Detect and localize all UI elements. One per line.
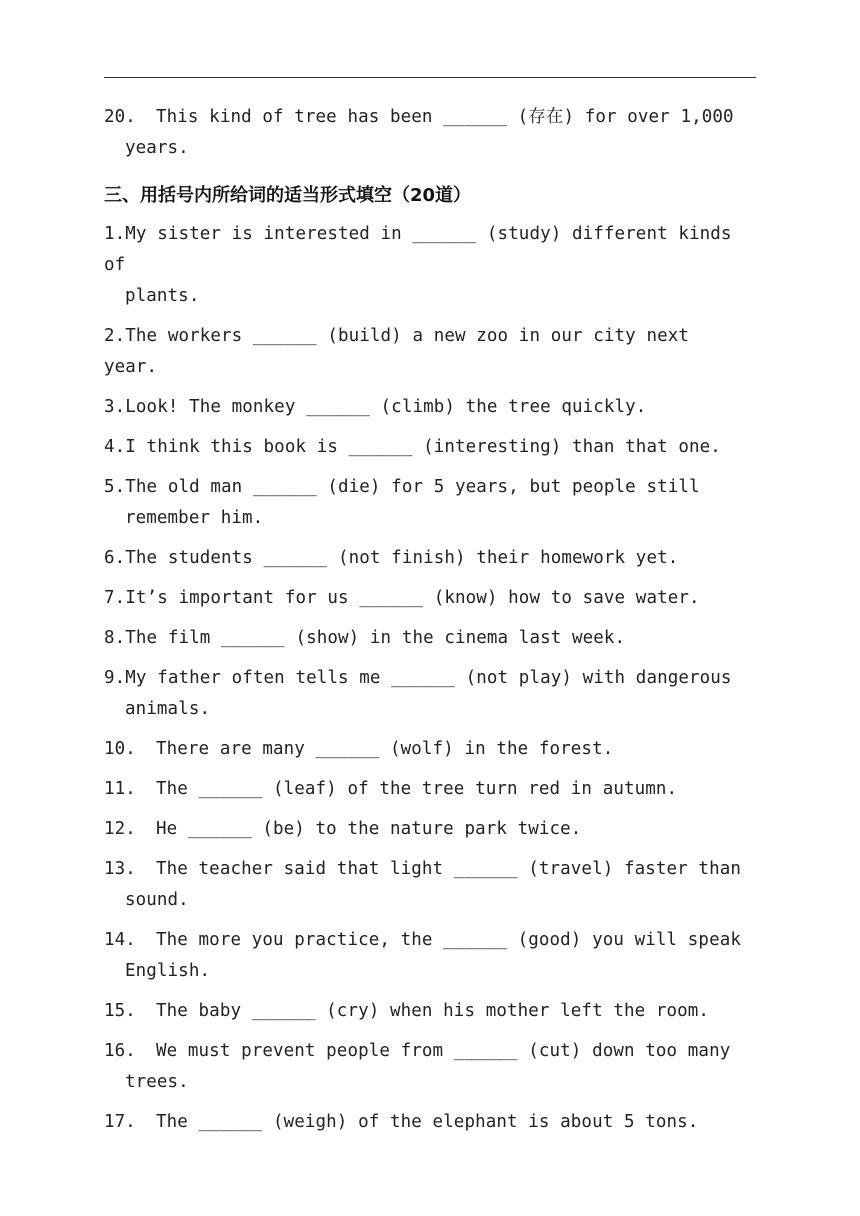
exercise-item <box>104 1036 744 1098</box>
exercise-item <box>104 583 744 614</box>
exercise-list <box>104 219 744 1138</box>
exercise-item <box>104 219 744 312</box>
item-number: 1. <box>104 224 126 244</box>
item-number: 4. <box>104 437 126 457</box>
exercise-item <box>104 774 744 805</box>
item-number: 10. <box>104 739 136 759</box>
item-text: There are many ______ (wolf) in the forest. <box>156 739 614 759</box>
exercise-item <box>104 734 744 765</box>
item-number: 3. <box>104 397 126 417</box>
item-text: The ______ (leaf) of the tree turn red in autumn. <box>156 779 678 799</box>
item-number: 6. <box>104 548 126 568</box>
item-text: It’s important for us ______ (know) how to save water. <box>125 588 700 608</box>
item-text-continued: plants. <box>125 286 200 306</box>
item-text-continued: animals. <box>125 699 211 719</box>
item-text: This kind of tree has been ______ (存在) for over 1,000 <box>156 107 734 127</box>
section-heading: 三、用括号内所给词的适当形式填空（20道） <box>104 185 472 206</box>
item-text: The students ______ (not finish) their homework yet. <box>125 548 679 568</box>
exercise-content <box>104 102 744 1147</box>
item-text: The ______ (weigh) of the elephant is about 5 tons. <box>156 1112 699 1132</box>
item-text-continued: English. <box>125 961 211 981</box>
exercise-item <box>104 543 744 574</box>
item-text-continued: sound. <box>125 890 189 910</box>
item-text-continued: trees. <box>125 1072 189 1092</box>
item-text: The film ______ (show) in the cinema last week. <box>125 628 626 648</box>
item-text: The baby ______ (cry) when his mother left the room. <box>156 1001 710 1021</box>
header-rule <box>104 77 756 78</box>
exercise-item <box>104 663 744 725</box>
exercise-item <box>104 623 744 654</box>
item-number: 12. <box>104 819 136 839</box>
item-text: He ______ (be) to the nature park twice. <box>156 819 582 839</box>
item-text: We must prevent people from ______ (cut) down too many <box>156 1041 731 1061</box>
item-text: Look! The monkey ______ (climb) the tree quickly. <box>125 397 647 417</box>
item-number: 2. <box>104 326 126 346</box>
exercise-item <box>104 814 744 845</box>
exercise-item <box>104 432 744 463</box>
item-number: 15. <box>104 1001 136 1021</box>
item-text-continued: remember him. <box>125 508 264 528</box>
item-number: 13. <box>104 859 136 879</box>
exercise-item <box>104 925 744 987</box>
item-text: I think this book is ______ (interesting) than that one. <box>125 437 721 457</box>
exercise-item <box>104 1107 744 1138</box>
item-text: The workers ______ (build) a new zoo in our city next year. <box>104 326 689 377</box>
exercise-item <box>104 996 744 1027</box>
item-number: 8. <box>104 628 126 648</box>
item-number: 14. <box>104 930 136 950</box>
item-text: The teacher said that light ______ (travel) faster than <box>156 859 741 879</box>
exercise-item-prev-20 <box>104 102 744 164</box>
item-number: 5. <box>104 477 126 497</box>
item-text-continued: years. <box>125 138 189 158</box>
exercise-item <box>104 472 744 534</box>
exercise-item <box>104 854 744 916</box>
item-text: The old man ______ (die) for 5 years, but people still <box>125 477 700 497</box>
exercise-item <box>104 321 744 383</box>
item-number: 11. <box>104 779 136 799</box>
item-number: 20. <box>104 107 136 127</box>
item-number: 17. <box>104 1112 136 1132</box>
exercise-item <box>104 392 744 423</box>
item-number: 7. <box>104 588 126 608</box>
item-number: 9. <box>104 668 126 688</box>
item-text: The more you practice, the ______ (good) you will speak <box>156 930 741 950</box>
item-text: My sister is interested in ______ (study) different kinds of <box>104 224 732 275</box>
item-number: 16. <box>104 1041 136 1061</box>
item-text: My father often tells me ______ (not play) with dangerous <box>125 668 732 688</box>
